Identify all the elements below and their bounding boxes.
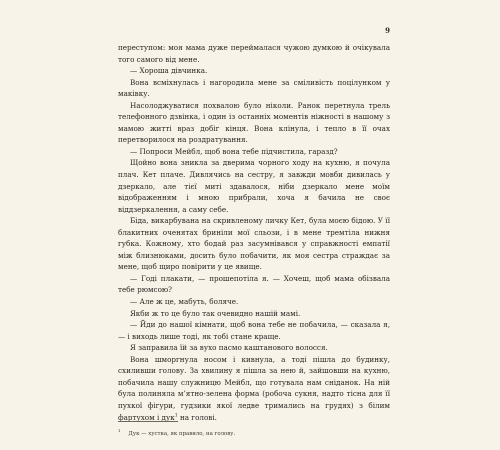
paragraph: Я заправила їй за вухо пасмо каштанового волосся. bbox=[130, 343, 328, 353]
paragraph-text-end: на голові. bbox=[177, 412, 217, 422]
page-number: 9 bbox=[385, 26, 390, 35]
body-text bbox=[118, 42, 390, 423]
paragraph: переступом: моя мама дуже переймалася чужою думкою й очікувала того самого від мене. bbox=[118, 43, 390, 64]
footnote bbox=[118, 427, 390, 438]
paragraph: — Годі плакати, — прошепотіла я. — Хочеш, щоб мама обізвала тебе рюмсою? bbox=[118, 273, 390, 295]
paragraph: Вона всміхнулась і нагородила мене за сміливість поцілунком у маківку. bbox=[118, 77, 390, 99]
footnote-divider bbox=[118, 421, 178, 422]
footnote-reference[interactable]: 1 bbox=[174, 413, 178, 419]
book-page bbox=[118, 26, 390, 436]
paragraph: Насолоджуватися похвалою було ніколи. Ранок перетнула трель телефонного дзвінка, і один із останніх моментів ніжності в нашому з мамою житті враз добіг кінця. Вона клінула, і тепло в її очах перетворилося на роздратування. bbox=[118, 100, 390, 145]
paragraph: Якби ж то це було так очевидно нашій мамі. bbox=[130, 308, 301, 318]
footnote-text: Дук — хустка, як правило, на голову. bbox=[128, 430, 236, 437]
footnote-mark: 1 bbox=[118, 428, 121, 433]
paragraph-with-footnote bbox=[118, 354, 390, 423]
paragraph: — Йди до нашої кімнати, щоб вона тебе не побачила, — сказала я, — і виходь лише тоді, як тобі стане краще. bbox=[118, 320, 390, 341]
paragraph-text: Вона шморгнула носом і кивнула, а тоді пішла до будинку, схиливши голову. За хвилину я пішла за нею й, зайшовши на кухню, побачила нашу служницю Мейбл, що готувала нам сніданок. На ній була полиняла м’ятно-зелена форма (робоча сукня, надто тісна для її пухкої фігури, гудзики якої ледве тримались на грудях) з білим фартухом і дук bbox=[118, 354, 390, 422]
paragraph: — Але ж це, мабуть, боляче. bbox=[130, 297, 239, 307]
paragraph: Щойно вона зникла за дверима чорного ходу на кухню, я почула плач. Кет плаче. Дивлячись на сестру, я завжди мовби дивилась у дзеркало, але тієї миті здавалося, ніби дзеркало мене моїм відображенням і мною прибрали, хоча я бачила не своє віддзеркалення, а саму себе. bbox=[118, 158, 390, 214]
paragraph: Біда, викарбувана на скривленому личку Кет, була моєю бідою. У її блакитних оченятах бриніли мої сльози, і в мене тремтіла нижня губка. Кожному, хто бодай раз засумнівався у справжності емпатії між близнюками, досить було побачити, як моя сестра страждає за мене, щоб щиро повірити у це явище. bbox=[118, 216, 390, 272]
paragraph: — Попроси Мейбл, щоб вона тебе підчистила, гаразд? bbox=[130, 146, 338, 156]
paragraph: — Хороша дівчинка. bbox=[130, 66, 208, 76]
